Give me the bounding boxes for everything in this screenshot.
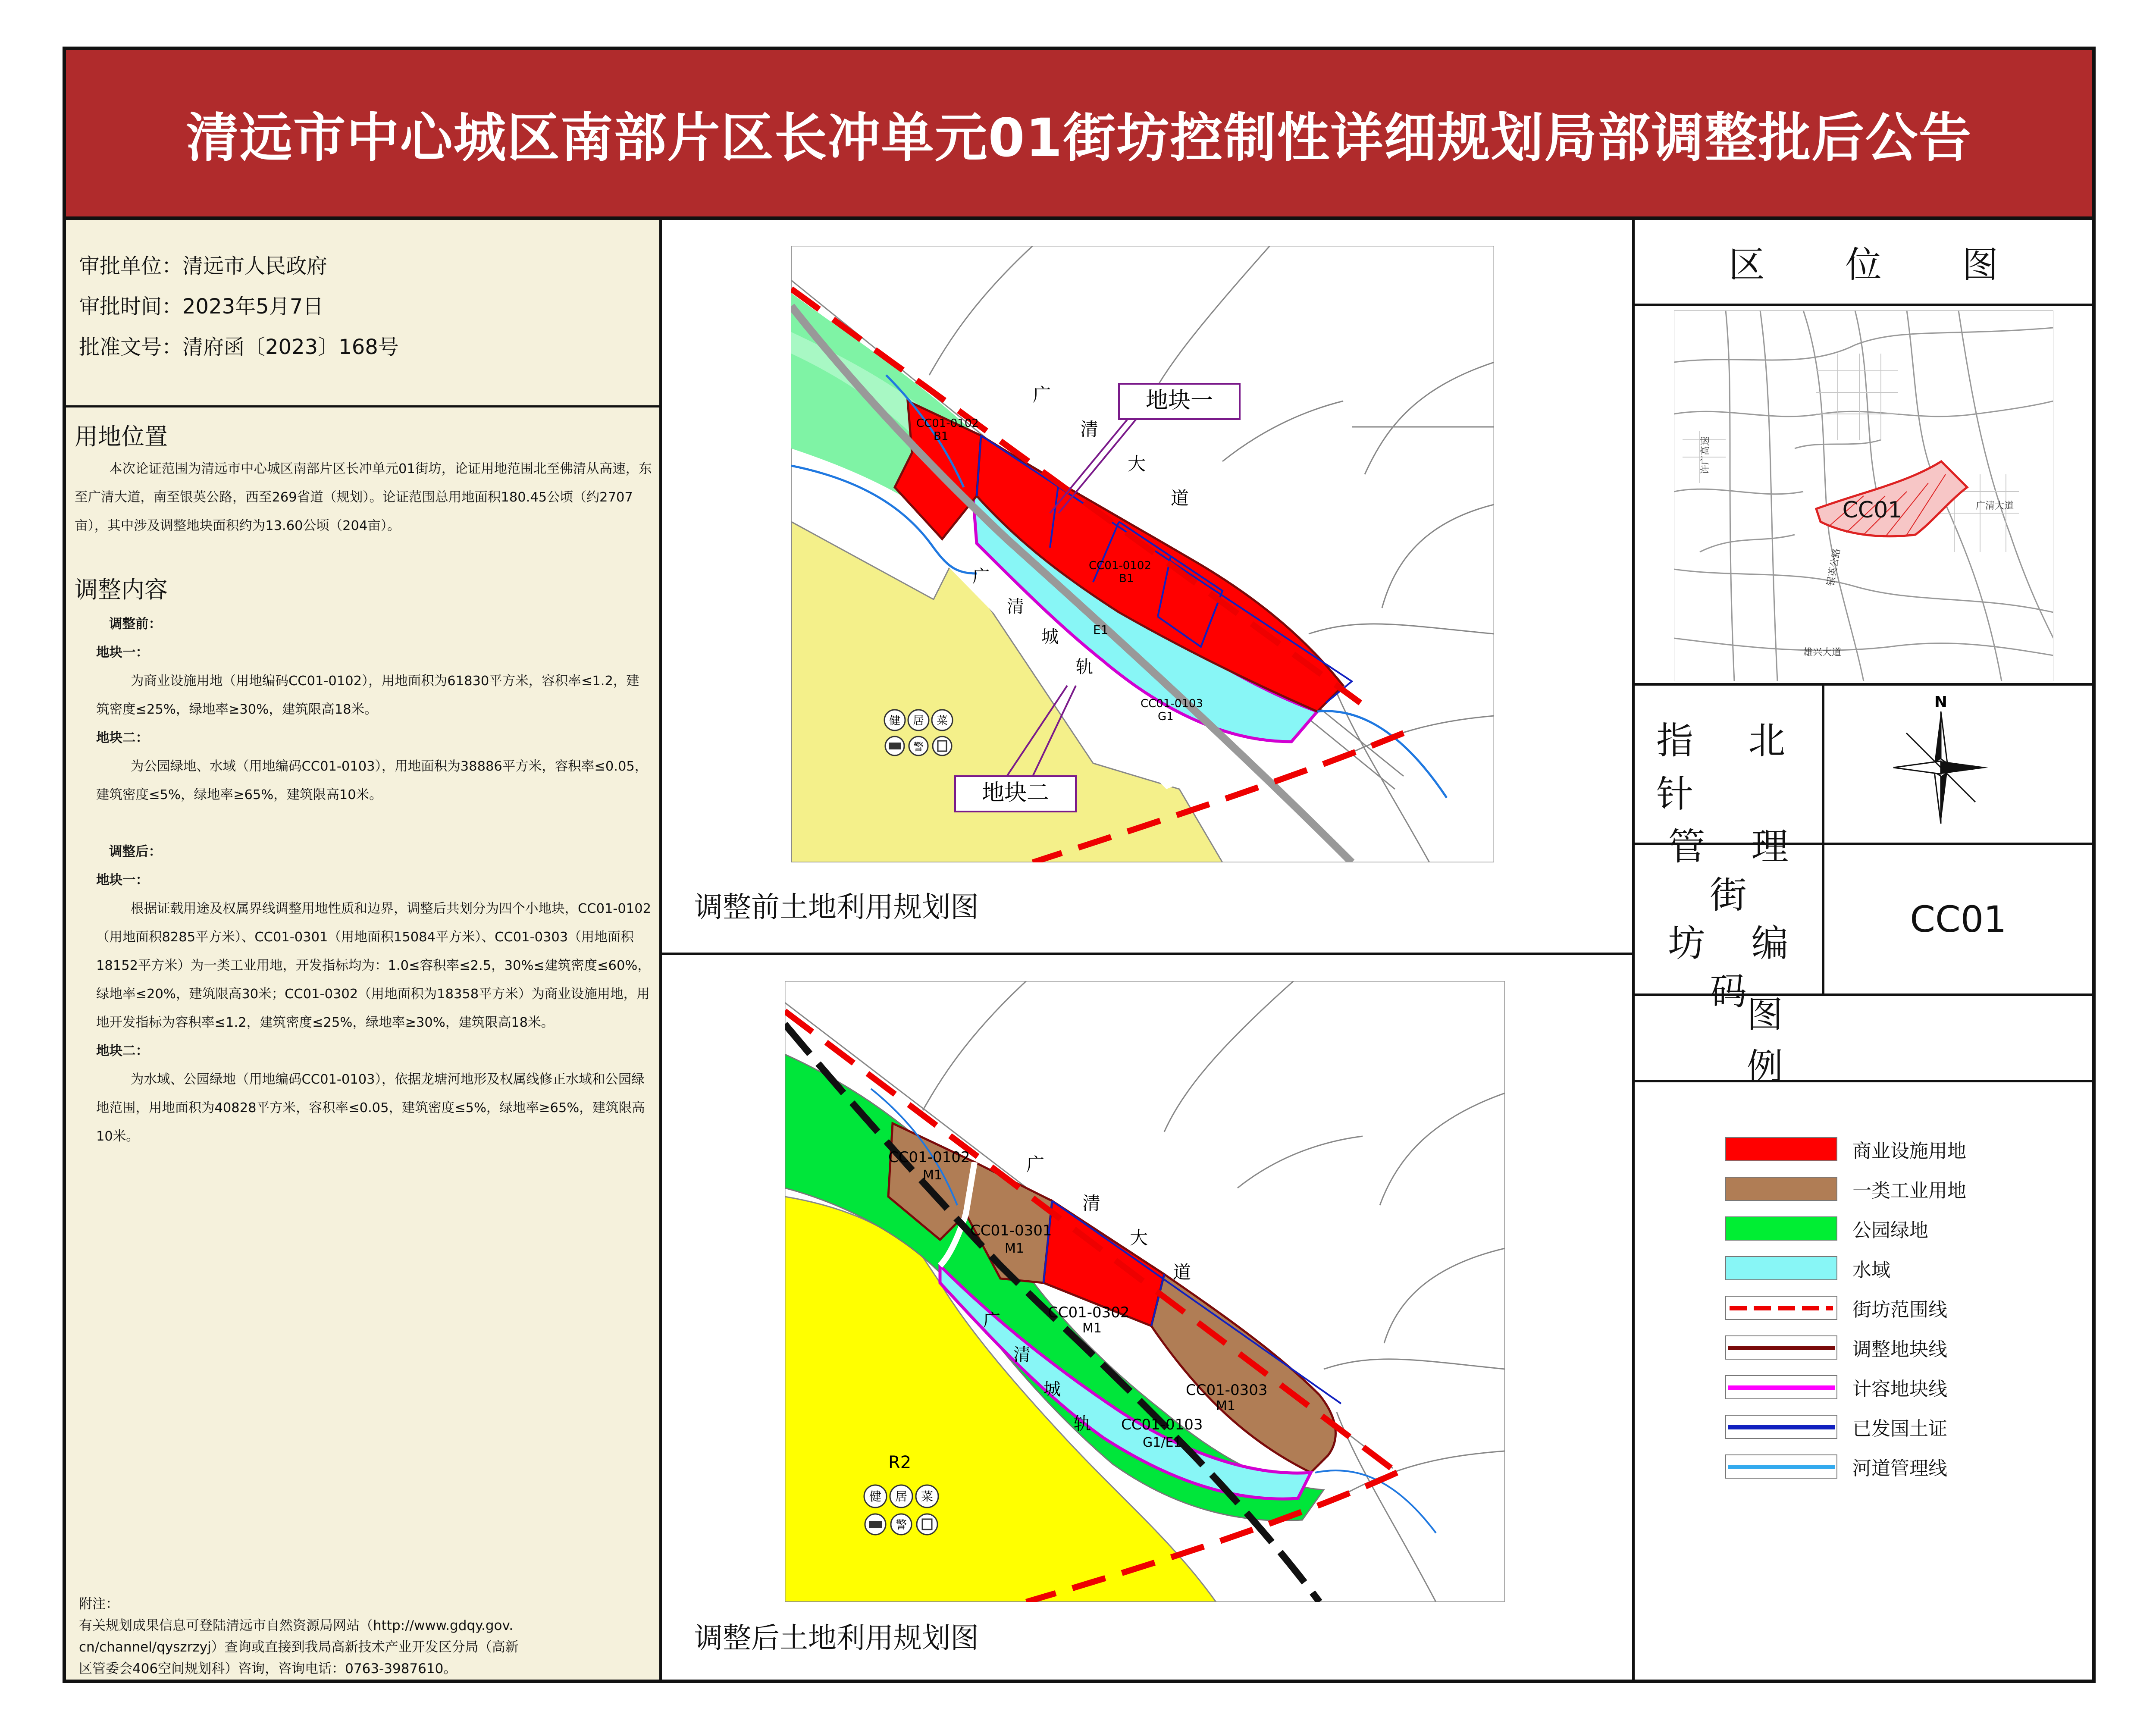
title-bar bbox=[66, 50, 2092, 220]
block-code: CC01 bbox=[1910, 898, 2007, 940]
road-char-4: 道 bbox=[1173, 1262, 1191, 1283]
approval-time: 审批时间：2023年5月7日 bbox=[79, 295, 324, 319]
legend-swatch-block-boundary bbox=[1725, 1296, 1837, 1320]
plot-a-code: CC01-0102 bbox=[916, 417, 979, 430]
before-plot2-text: 为公园绿地、水域（用地编码CC01-0103），用地面积为38886平方米，容积率≤0.05，建筑密度≤5%，绿地率≥65%，建筑限高10米。 bbox=[96, 759, 648, 802]
north-label: 指 北 针 bbox=[1656, 719, 1807, 816]
p3-type: M1 bbox=[1082, 1321, 1102, 1336]
approval-unit: 审批单位：清远市人民政府 bbox=[79, 254, 328, 278]
r2-label: R2 bbox=[888, 1453, 912, 1473]
block-label-1: 管 理 街 bbox=[1668, 825, 1806, 917]
legend-label-industrial: 一类工业用地 bbox=[1852, 1180, 1966, 1202]
road-char-1: 广 bbox=[1026, 1154, 1045, 1175]
north-letter: N bbox=[1934, 693, 1948, 711]
plot-g1-type: G1 bbox=[1158, 710, 1174, 723]
road-char-2: 清 bbox=[1082, 1193, 1101, 1214]
rail-char-2: 清 bbox=[1007, 597, 1024, 617]
footer-line2: cn/channel/qyszrzyj）查询或直接到我局高新技术产业开发区分局（高新 bbox=[79, 1639, 519, 1655]
bus-icon-body bbox=[889, 743, 901, 749]
rail-char-1: 广 bbox=[972, 567, 990, 586]
p5-code: CC01-0103 bbox=[1121, 1416, 1203, 1433]
road-label-c: 银英公路 bbox=[1825, 548, 1843, 587]
legend-row-commercial bbox=[1725, 1134, 1966, 1164]
legend-label-river-line: 河道管理线 bbox=[1852, 1457, 1947, 1479]
rail-char-4: 轨 bbox=[1074, 1414, 1091, 1434]
road-char-2: 清 bbox=[1080, 419, 1099, 440]
legend-swatch-cert-line bbox=[1725, 1415, 1837, 1439]
road-label-d: 雄兴大道 bbox=[1803, 647, 1841, 658]
right-panel bbox=[1632, 220, 2092, 1680]
map-before-caption: 调整前土地利用规划图 bbox=[694, 890, 979, 924]
facility-label-3: 菜 bbox=[921, 1489, 934, 1504]
road-char-1: 广 bbox=[1033, 384, 1051, 405]
rail-char-1: 广 bbox=[983, 1310, 1000, 1330]
legend-swatch-adjust-line bbox=[1725, 1335, 1837, 1360]
spacer bbox=[75, 809, 652, 838]
north-label-cell bbox=[1635, 686, 1824, 843]
legend-row-river-line bbox=[1725, 1451, 1947, 1482]
map-after-panel bbox=[662, 955, 1632, 1680]
adjust-heading: 调整内容 bbox=[75, 576, 168, 603]
p2-code: CC01-0301 bbox=[970, 1222, 1052, 1239]
footer-line1[interactable]: 有关规划成果信息可登陆清远市自然资源局网站（http://www.gdqy.gov. bbox=[79, 1618, 514, 1633]
cc01-label: CC01 bbox=[1842, 497, 1902, 523]
road-char-3: 大 bbox=[1130, 1227, 1148, 1248]
plot-b-code: CC01-0102 bbox=[1089, 559, 1151, 572]
facility-label-3: 菜 bbox=[936, 715, 948, 727]
facility-label-1: 健 bbox=[869, 1489, 882, 1504]
legend-swatch-water bbox=[1725, 1256, 1837, 1280]
legend-row-plot-line bbox=[1725, 1372, 1947, 1402]
plot-a-type: B1 bbox=[934, 430, 949, 443]
after-label: 调整后： bbox=[109, 844, 162, 859]
rail-char-3: 城 bbox=[1041, 627, 1059, 647]
legend-label-adjust-line: 调整地块线 bbox=[1852, 1338, 1947, 1360]
facility-label-2: 居 bbox=[912, 715, 924, 727]
location-heading: 用地位置 bbox=[75, 423, 168, 450]
map-after-caption: 调整后土地利用规划图 bbox=[694, 1621, 979, 1655]
location-map-cell bbox=[1635, 306, 2092, 686]
facility-label-2: 居 bbox=[895, 1489, 908, 1504]
legend-list bbox=[1635, 1082, 2092, 1677]
legend-swatch-industrial bbox=[1725, 1177, 1837, 1201]
page-title: 清远市中心城区南部片区长冲单元01街坊控制性详细规划局部调整批后公告 bbox=[186, 107, 1972, 169]
before-plot2-label: 地块二： bbox=[96, 730, 149, 746]
rail-char-3: 城 bbox=[1044, 1379, 1061, 1399]
block-code-label-cell bbox=[1635, 825, 1824, 1013]
callout-label-2: 地块二 bbox=[981, 780, 1050, 806]
trash-icon bbox=[917, 1514, 937, 1535]
map-before bbox=[791, 246, 1494, 862]
approval-doc-no: 批准文号：清府函〔2023〕168号 bbox=[79, 335, 399, 359]
location-text-block bbox=[75, 455, 652, 540]
location-map-title: 区 位 图 bbox=[1728, 243, 2033, 286]
legend-row-water bbox=[1725, 1253, 1890, 1283]
block-label-2: 坊 编 码 bbox=[1668, 922, 1806, 1013]
road-char-3: 大 bbox=[1128, 453, 1146, 474]
legend-label-block-boundary: 街坊范围线 bbox=[1852, 1299, 1947, 1321]
rail-char-4: 轨 bbox=[1076, 657, 1093, 677]
after-plot2-label: 地块二： bbox=[96, 1044, 149, 1059]
p1-code: CC01-0102 bbox=[888, 1149, 970, 1166]
p2-type: M1 bbox=[1005, 1241, 1024, 1256]
legend-row-cert-line bbox=[1725, 1412, 1947, 1442]
before-label: 调整前： bbox=[109, 617, 162, 632]
map-after bbox=[785, 981, 1505, 1602]
legend-label-park: 公园绿地 bbox=[1852, 1219, 1928, 1241]
footer-note bbox=[79, 1593, 657, 1680]
legend-swatch-river-line bbox=[1725, 1454, 1837, 1479]
plot-e1: E1 bbox=[1093, 623, 1109, 637]
facility-label-police: 警 bbox=[895, 1519, 907, 1532]
north-cell bbox=[1635, 686, 2092, 845]
info-panel bbox=[66, 220, 662, 1680]
legend-label-plot-line: 计容地块线 bbox=[1852, 1378, 1947, 1400]
after-plot2-text: 为水域、公园绿地（用地编码CC01-0103），依据龙塘河地形及权属线修正水域和公园绿地范围，用地面积为40828平方米，容积率≤0.05，建筑密度≤5%，绿地率≥65%，建筑限高10米。 bbox=[96, 1072, 645, 1144]
after-plot1-text: 根据证载用途及权属界线调整用地性质和边界，调整后共划分为四个小地块，CC01-0102（用地面积8285平方米）、CC01-0301（用地面积15084平方米）、CC01-0303（用地面积18152平方米）为一类工业用地，开发指标均为：1.0≤容积率≤2.5，30%≤建筑密度≤60%，绿地率≤20%，建筑限高30米；CC01-0302（用地面积为18358平方米）为商业设施用地，用地开发指标为容积率≤1.2，建筑密度≤25%，绿地率≥30%，建筑限高18米。 bbox=[96, 901, 652, 1030]
location-map bbox=[1674, 310, 2053, 681]
approval-meta bbox=[79, 246, 399, 367]
meta-divider bbox=[66, 405, 659, 407]
before-plot1-text: 为商业设施用地（用地编码CC01-0102），用地面积为61830平方米，容积率≤1.2，建筑密度≤25%，绿地率≥30%，建筑限高18米。 bbox=[96, 674, 639, 717]
road-label-a: 许广高速 bbox=[1700, 436, 1711, 474]
bus-icon-body bbox=[869, 1521, 882, 1528]
p3-code: CC01-0302 bbox=[1048, 1304, 1130, 1321]
before-plot1-label: 地块一： bbox=[96, 645, 149, 660]
rail-char-2: 清 bbox=[1013, 1345, 1031, 1365]
footer-line3: 区管委会406空间规划科）咨询，咨询电话：0763-3987610。 bbox=[79, 1661, 457, 1677]
legend-row-block-boundary bbox=[1725, 1293, 1947, 1323]
road-char-4: 道 bbox=[1171, 488, 1189, 509]
north-arrow-icon bbox=[1876, 690, 2006, 837]
location-text: 本次论证范围为清远市中心城区南部片区长冲单元01街坊，论证用地范围北至佛清从高速，东至广清大道，南至银英公路，西至269省道（规划）。论证范围总用地面积180.45公顷（约2707亩），其中涉及调整地块面积约为13.60公顷（204亩）。 bbox=[75, 461, 652, 533]
location-map-title-cell bbox=[1635, 220, 2092, 306]
adjust-text-block bbox=[75, 610, 652, 1151]
block-code-cell bbox=[1635, 825, 2092, 1013]
legend-label-water: 水域 bbox=[1852, 1259, 1890, 1281]
legend-swatch-plot-line bbox=[1725, 1375, 1837, 1399]
callout-label-1: 地块一 bbox=[1145, 388, 1213, 414]
legend-title: 图 例 bbox=[1747, 993, 1896, 1088]
plot-b-type: B1 bbox=[1119, 572, 1134, 585]
road-label-b: 广清大道 bbox=[1975, 501, 2014, 511]
footer-label: 附注： bbox=[79, 1596, 119, 1612]
legend-title-cell bbox=[1635, 993, 2092, 1088]
plot-g1-code: CC01-0103 bbox=[1141, 697, 1203, 710]
legend-label-cert-line: 已发国土证 bbox=[1852, 1418, 1947, 1440]
legend-row-adjust-line bbox=[1725, 1332, 1947, 1363]
map-before-panel bbox=[662, 220, 1632, 955]
legend-label-commercial: 商业设施用地 bbox=[1852, 1140, 1966, 1162]
p1-type: M1 bbox=[923, 1168, 942, 1183]
p4-code: CC01-0303 bbox=[1186, 1382, 1268, 1399]
p4-type: M1 bbox=[1216, 1398, 1235, 1413]
facility-label-1: 健 bbox=[889, 715, 901, 727]
legend-swatch-park bbox=[1725, 1216, 1837, 1241]
p5-type: G1/E1 bbox=[1143, 1435, 1182, 1450]
facility-label-police: 警 bbox=[913, 741, 924, 753]
legend-row-industrial bbox=[1725, 1174, 1966, 1204]
after-plot1-label: 地块一： bbox=[96, 873, 149, 888]
legend-swatch-commercial bbox=[1725, 1137, 1837, 1161]
trash-icon bbox=[933, 737, 952, 755]
legend-row-park bbox=[1725, 1213, 1928, 1244]
